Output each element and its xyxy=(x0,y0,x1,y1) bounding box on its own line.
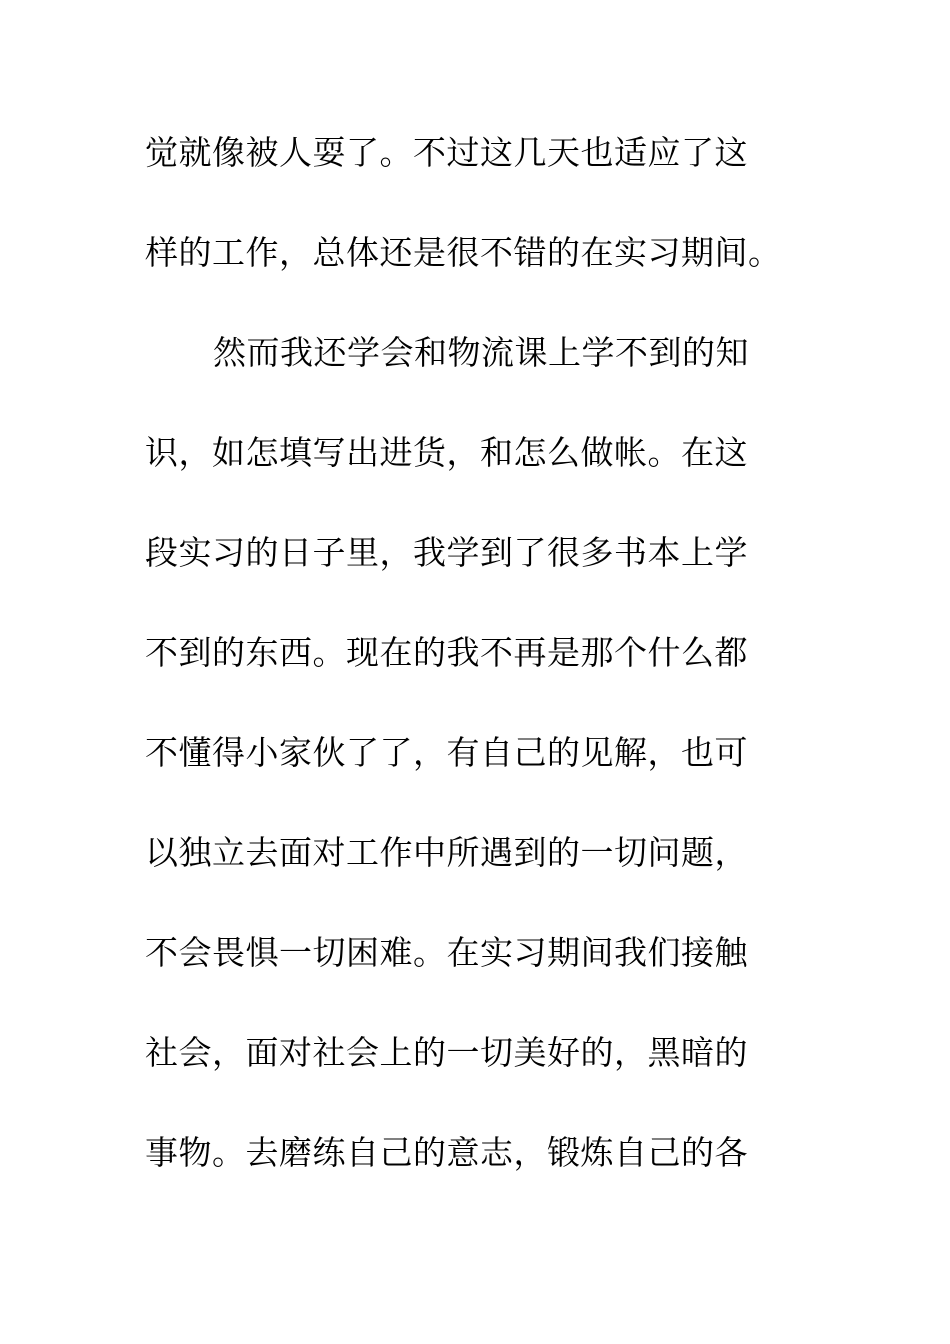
text-line: 事物。去磨练自己的意志，锻炼自己的各 xyxy=(145,1133,748,1172)
text-line: 不懂得小家伙了了，有自己的见解，也可 xyxy=(145,733,748,772)
text-line: 不会畏惧一切困难。在实习期间我们接触 xyxy=(145,933,748,972)
text-line: 识，如怎填写出进货，和怎么做帐。在这 xyxy=(145,433,748,472)
paragraph-first-line: 然而我还学会和物流课上学不到的知 xyxy=(213,333,749,372)
text-line: 不到的东西。现在的我不再是那个什么都 xyxy=(145,633,748,672)
text-line: 以独立去面对工作中所遇到的一切问题， xyxy=(145,833,748,872)
text-line: 段实习的日子里，我学到了很多书本上学 xyxy=(145,533,748,572)
text-line: 社会，面对社会上的一切美好的，黑暗的 xyxy=(145,1033,748,1072)
text-line: 样的工作，总体还是很不错的在实习期间。 xyxy=(145,233,782,272)
text-line: 觉就像被人耍了。不过这几天也适应了这 xyxy=(145,133,748,172)
